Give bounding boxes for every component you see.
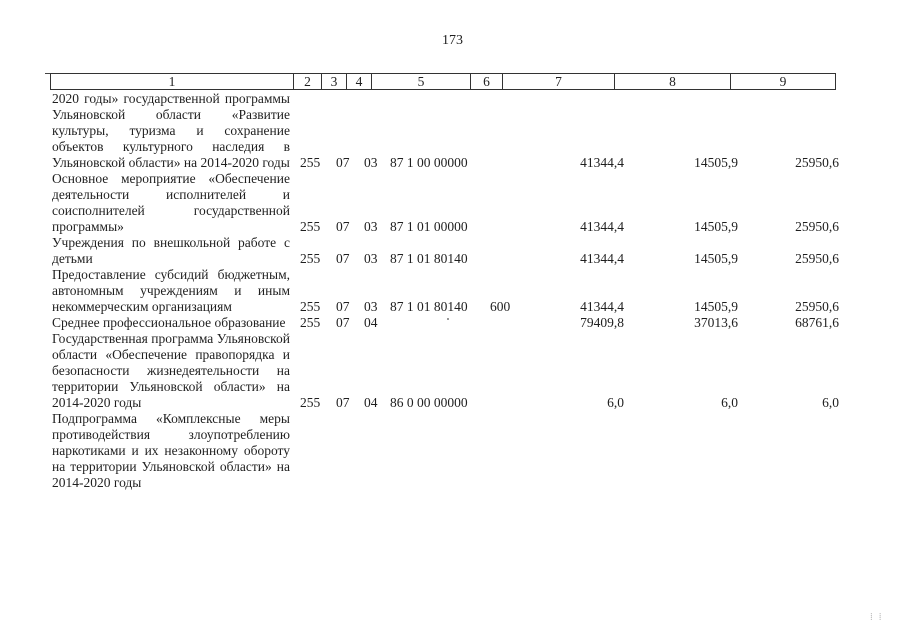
subsection-code: 03	[364, 219, 378, 234]
column-header-6: 6	[471, 74, 503, 90]
column-header-1: 1	[51, 74, 294, 90]
column-header-table	[50, 73, 836, 90]
amount-col-9: 25950,6	[795, 251, 839, 266]
table-row	[52, 91, 852, 171]
admin-code: 255	[300, 155, 321, 170]
target-code: 87 1 01 80140	[390, 299, 468, 314]
column-header-7: 7	[503, 74, 615, 90]
subsection-code: 04	[364, 315, 378, 330]
column-header-5: 5	[372, 74, 471, 90]
column-header-8: 8	[615, 74, 731, 90]
budget-table-body	[52, 91, 852, 491]
amount-col-9: 25950,6	[795, 155, 839, 170]
admin-code: 255	[300, 315, 321, 330]
target-code: 87 1 01 00000	[390, 219, 468, 234]
admin-code: 255	[300, 299, 321, 314]
amount-col-7: 41344,4	[580, 299, 624, 314]
section-code: 07	[336, 299, 350, 314]
table-row	[52, 315, 852, 331]
target-code: 87 1 00 00000	[390, 155, 468, 170]
column-header-4: 4	[347, 74, 372, 90]
row-name: Подпрограмма «Комплексные меры противодействия злоупотреблению наркотиками и их незаконному обороту на территории Ульяновской области» на 2014-2020 годы	[52, 411, 290, 490]
section-code: 07	[336, 315, 350, 330]
amount-col-9: 6,0	[822, 395, 839, 410]
amount-col-7: 41344,4	[580, 219, 624, 234]
subsection-code: 03	[364, 251, 378, 266]
admin-code: 255	[300, 395, 321, 410]
amount-col-8: 14505,9	[694, 155, 738, 170]
admin-code: 255	[300, 251, 321, 266]
subsection-code: 03	[364, 299, 378, 314]
expense-type-code: 600	[490, 299, 511, 314]
table-row	[52, 267, 852, 315]
amount-col-7: 41344,4	[580, 251, 624, 266]
row-name: Основное мероприятие «Обеспечение деятельности исполнителей и соисполнителей государственной программы»	[52, 171, 290, 234]
section-code: 07	[336, 155, 350, 170]
admin-code: 255	[300, 219, 321, 234]
column-header-2: 2	[294, 74, 322, 90]
section-code: 07	[336, 395, 350, 410]
amount-col-8: 14505,9	[694, 251, 738, 266]
amount-col-8: 37013,6	[694, 315, 738, 330]
row-name: Государственная программа Ульяновской области «Обеспечение правопорядка и безопасности жизнедеятельности на территории Ульяновской области» на 2014-2020 годы	[52, 331, 290, 410]
target-code: 86 0 00 00000	[390, 395, 468, 410]
page-number: 173	[442, 33, 463, 48]
row-name: Предоставление субсидий бюджетным, автономным учреждениям и иным некоммерческим организациям	[52, 267, 290, 314]
target-code: 87 1 01 80140	[390, 251, 468, 266]
column-header-9: 9	[731, 74, 836, 90]
section-code: 07	[336, 219, 350, 234]
amount-col-9: 68761,6	[795, 315, 839, 330]
row-name: Среднее профессиональное образование	[52, 315, 286, 330]
row-name: Учреждения по внешкольной работе с детьми	[52, 235, 290, 266]
amount-col-7: 41344,4	[580, 155, 624, 170]
subsection-code: 04	[364, 395, 378, 410]
amount-col-8: 14505,9	[694, 219, 738, 234]
subsection-code: 03	[364, 155, 378, 170]
amount-col-7: 6,0	[607, 395, 624, 410]
amount-col-8: 6,0	[721, 395, 738, 410]
table-row	[52, 171, 852, 235]
column-header-3: 3	[322, 74, 347, 90]
scan-speck	[447, 318, 449, 320]
table-row	[52, 235, 852, 267]
table-row	[52, 411, 852, 491]
amount-col-9: 25950,6	[795, 219, 839, 234]
section-code: 07	[336, 251, 350, 266]
amount-col-9: 25950,6	[795, 299, 839, 314]
row-name: 2020 годы» государственной программы Ульяновской области «Развитие культуры, туризма и сохранение объектов культурного наследия в Ульяновской области» на 2014-2020 годы	[52, 91, 290, 170]
column-header-row	[51, 74, 836, 90]
table-row	[52, 331, 852, 411]
amount-col-8: 14505,9	[694, 299, 738, 314]
amount-col-7: 79409,8	[580, 315, 624, 330]
scan-corner-mark: ⁞ ⁞	[870, 612, 882, 623]
